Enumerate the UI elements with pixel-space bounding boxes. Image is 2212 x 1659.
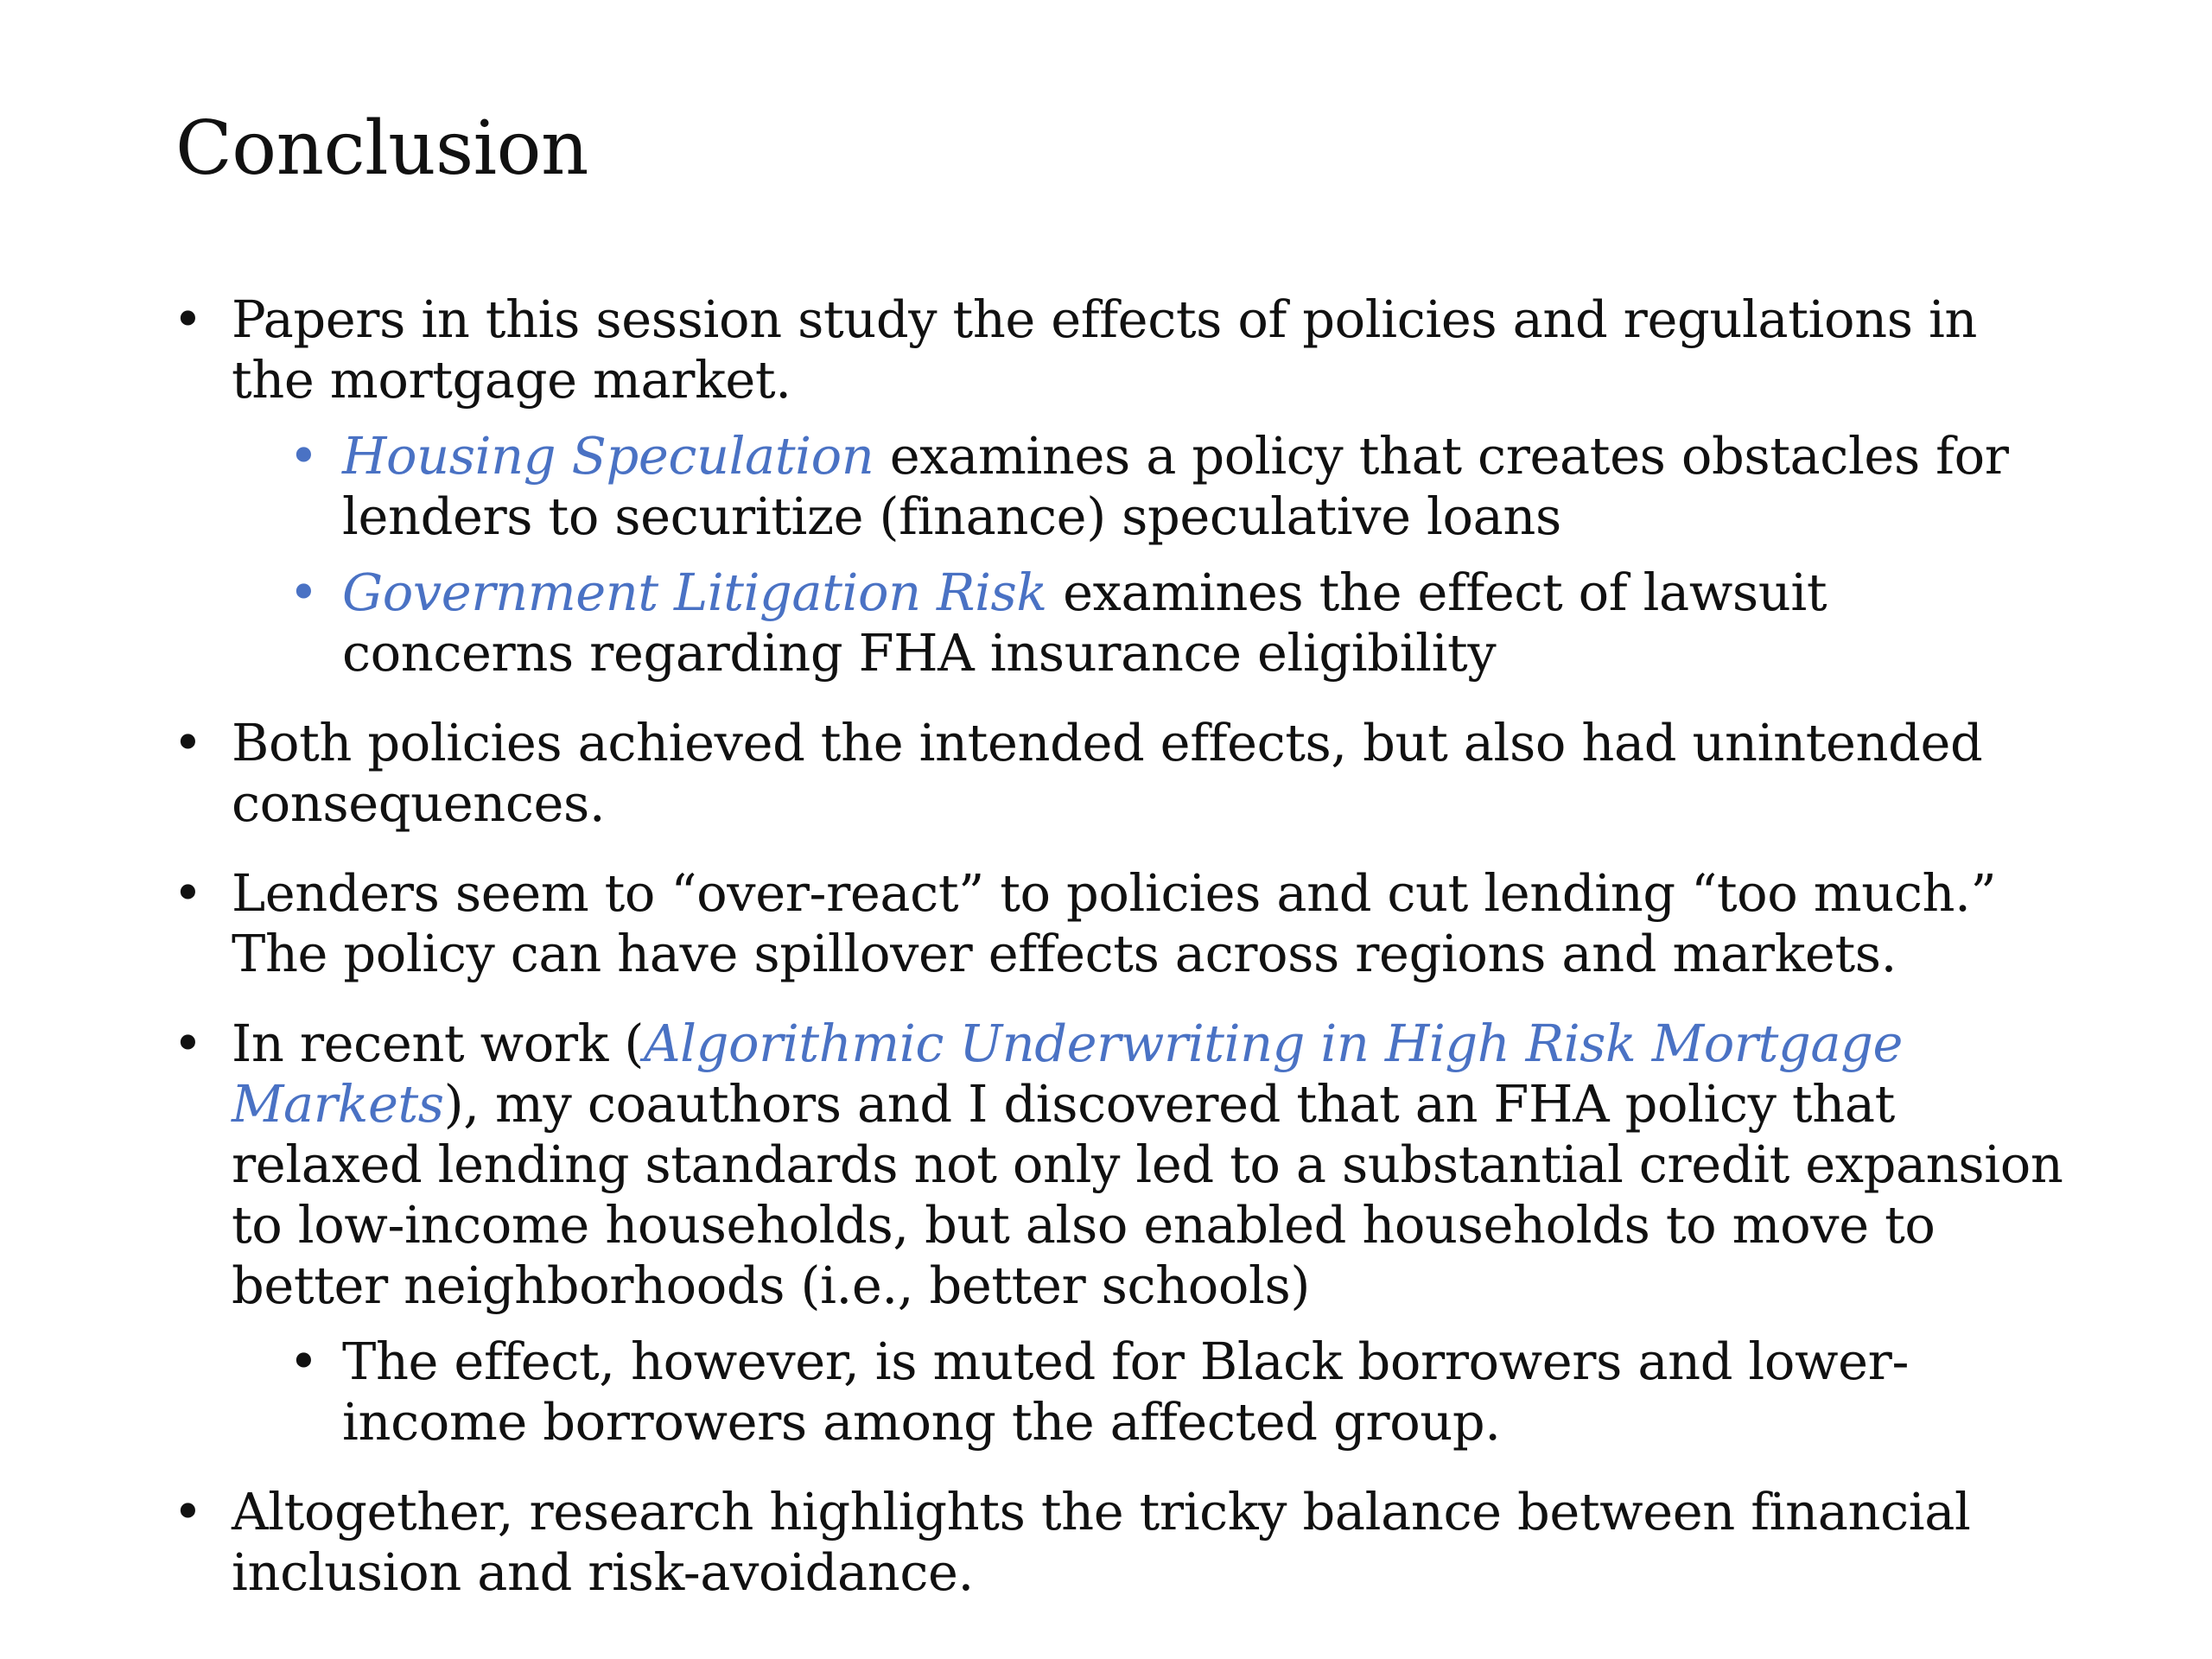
bullet-dot-icon: • xyxy=(289,563,319,622)
paper-reference-link[interactable]: Housing Speculation xyxy=(342,426,874,486)
bullet-dot-icon: • xyxy=(289,426,319,486)
sub-bullet-text: The effect, however, is muted for Black borrowers and lower-income borrowers among the affected group. xyxy=(342,1332,1909,1452)
bullet-text: Both policies achieved the intended effects, but also had unintended consequences. xyxy=(232,713,1983,833)
sub-bullet-muted-effect xyxy=(287,1332,2074,1452)
bullet-text: Papers in this session study the effects of policies and regulations in the mortgage market. xyxy=(232,289,1978,410)
bullet-item-2 xyxy=(173,713,2074,834)
bullet-text: Lenders seem to “over-react” to policies and cut lending “too much.” The policy can have spillover effects across regions and markets. xyxy=(232,863,1997,983)
bullet-dot-icon: • xyxy=(173,863,203,923)
sub-bullet-text: examines a policy that creates obstacles for lenders to securitize (finance) speculative loans xyxy=(342,426,2009,546)
paper-reference-link[interactable]: Algorithmic Underwriting in High Risk Mortgage Markets xyxy=(232,1014,1904,1134)
bullet-dot-icon: • xyxy=(289,1332,319,1391)
bullet-text: Altogether, research highlights the tricky balance between financial inclusion and risk-avoidance. xyxy=(232,1482,1971,1602)
bullet-item-1 xyxy=(173,289,2074,410)
bullet-dot-icon: • xyxy=(173,289,203,349)
bullet-list xyxy=(173,289,2074,1632)
sub-bullet-government-litigation-risk xyxy=(287,563,2074,683)
bullet-text-pre: In recent work ( xyxy=(232,1014,644,1073)
slide-title: Conclusion xyxy=(175,105,588,192)
bullet-dot-icon: • xyxy=(173,713,203,772)
bullet-item-3 xyxy=(173,863,2074,984)
sub-bullet-text: examines the effect of lawsuit concerns regarding FHA insurance eligibility xyxy=(342,563,1827,683)
bullet-text-post: ), my coauthors and I discovered that an FHA policy that relaxed lending standards not only led to a substantial credit expansion to low-income households, but also enabled households to move to better neighborhoods (i.e., better schools) xyxy=(232,1074,2063,1315)
sub-bullet-housing-speculation xyxy=(287,426,2074,547)
paper-reference-link[interactable]: Government Litigation Risk xyxy=(342,563,1047,622)
bullet-group-1 xyxy=(173,289,2074,683)
bullet-item-5 xyxy=(173,1482,2074,1603)
bullet-dot-icon: • xyxy=(173,1482,203,1541)
bullet-group-4 xyxy=(173,1014,2074,1452)
bullet-dot-icon: • xyxy=(173,1014,203,1073)
bullet-item-4 xyxy=(173,1014,2074,1316)
